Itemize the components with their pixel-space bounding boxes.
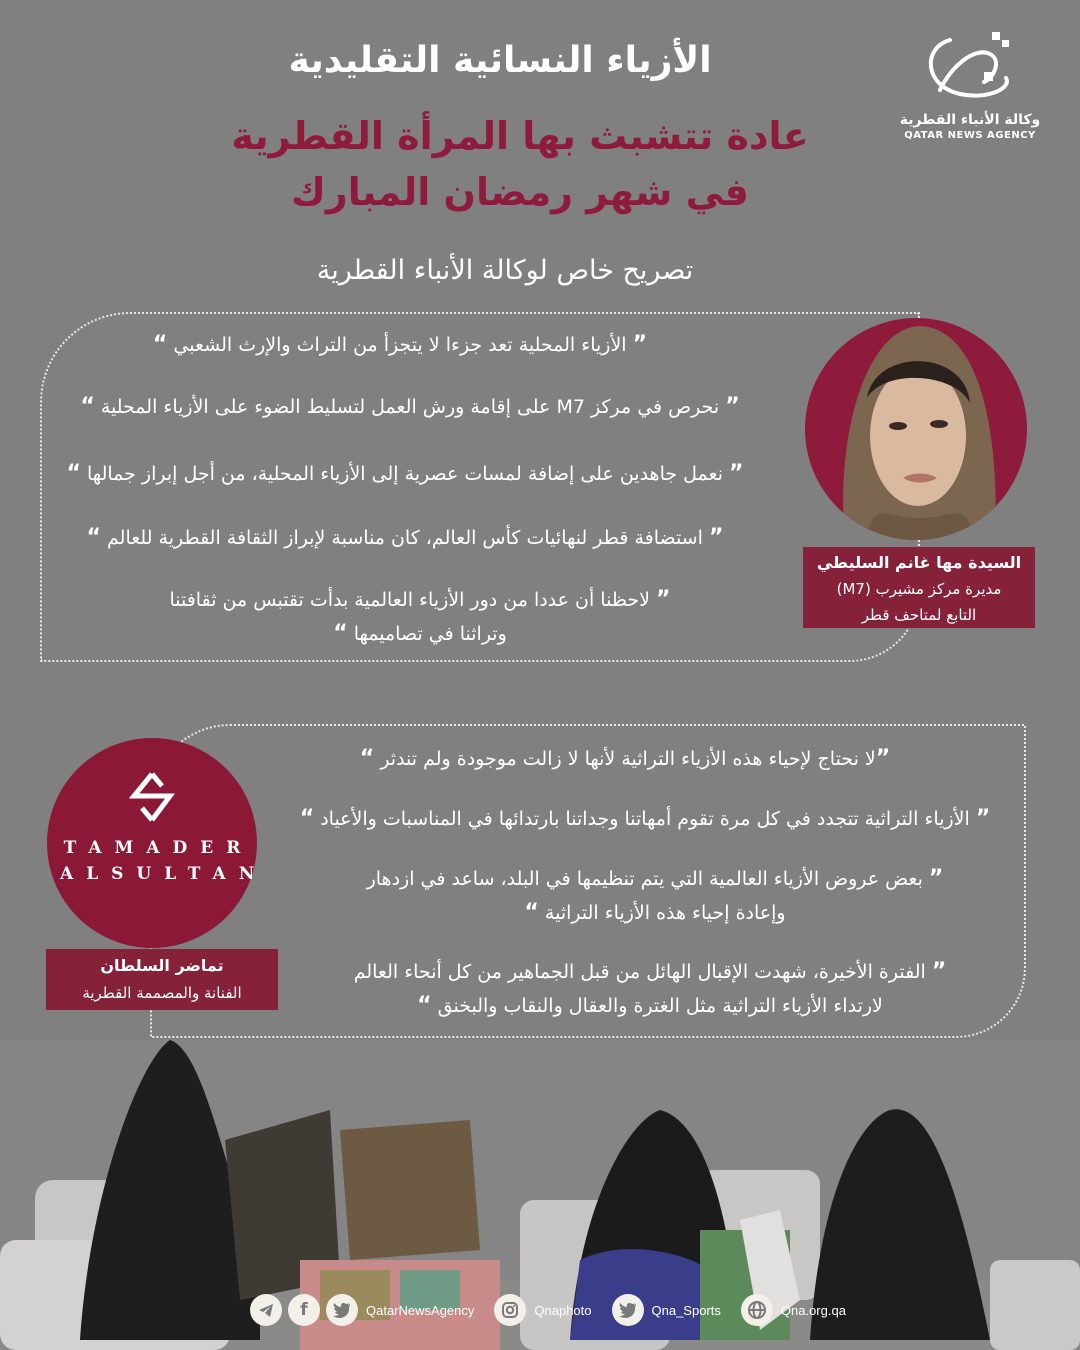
globe-icon[interactable] <box>741 1294 773 1326</box>
person2-name: تماضر السلطان <box>100 956 224 975</box>
quote-5: ” لاحظنا أن عددا من دور الأزياء العالمية بدأت تقتبس من ثقافتنا وتراثنا في تصاميمها “ <box>169 587 671 646</box>
quote-8: ” بعض عروض الأزياء العالمية التي يتم تنظيمها في البلد، ساعد في ازدهار وإعادة إحياء هذه الأزياء التراثية “ <box>366 866 944 925</box>
brand-line1: TAMADER <box>63 838 254 858</box>
person2-namebox <box>46 949 278 1010</box>
person1-namebox <box>803 547 1035 628</box>
twitter-icon[interactable] <box>612 1294 644 1326</box>
handle-instagram[interactable]: Qnaphoto <box>534 1302 592 1318</box>
portrait-image <box>805 318 1027 540</box>
website-link[interactable]: Qna.org.qa <box>780 1302 846 1318</box>
portrait-photo <box>805 318 1027 540</box>
person2-role: الفنانة والمصممة القطرية <box>82 984 242 1002</box>
subtitle: تصريح خاص لوكالة الأنباء القطرية <box>316 255 694 286</box>
logo-name-ar: وكالة الأنباء القطرية <box>899 112 1041 128</box>
qna-emblem-icon <box>910 28 1030 108</box>
telegram-icon[interactable] <box>250 1294 282 1326</box>
brand-mark-icon <box>120 770 184 830</box>
quote-6: ”لا نحتاج لإحياء هذه الأزياء التراثية لأنها لا زالت موجودة ولم تندثر “ <box>359 746 891 771</box>
quote-1: ” الأزياء المحلية تعد جزءا لا يتجزأ من التراث والإرث الشعبي “ <box>152 332 648 357</box>
qna-logo <box>895 28 1045 141</box>
headline <box>160 108 880 220</box>
headline-line1: عادة تتشبث بها المرأة القطرية <box>231 114 809 158</box>
tamader-alsultan-logo <box>47 738 268 948</box>
logo-name-en: QATAR NEWS AGENCY <box>904 130 1036 141</box>
handle-main[interactable]: QatarNewsAgency <box>366 1302 475 1318</box>
quote-9: ” الفترة الأخيرة، شهدت الإقبال الهائل من قبل الجماهير من كل أنحاء العالم لارتداء الأزياء التراثية مثل الغترة والعقال والنقاب والبخنق “ <box>353 959 947 1018</box>
twitter-icon[interactable] <box>326 1294 358 1326</box>
person1-role-1: مديرة مركز مشيرب (M7) <box>836 580 1002 598</box>
page-title: الأزياء النسائية التقليدية <box>288 40 712 81</box>
brand-line2: ALSULTAN <box>60 864 268 884</box>
quote-4: ” استضافة قطر لنهائيات كأس العالم، كان مناسبة لإبراز الثقافة القطرية للعالم “ <box>86 525 724 550</box>
quote-2: ” نحرص في مركز M7 على إقامة ورش العمل لتسليط الضوء على الأزياء المحلية “ <box>80 394 740 419</box>
social-bar <box>250 1293 860 1327</box>
headline-line2: في شهر رمضان المبارك <box>291 170 749 214</box>
person1-name: السيدة مها غانم السليطي <box>816 553 1022 572</box>
handle-sports[interactable]: Qna_Sports <box>651 1302 721 1318</box>
quote-3: ” نعمل جاهدين على إضافة لمسات عصرية إلى الأزياء المحلية، من أجل إبراز جمالها “ <box>66 461 744 486</box>
facebook-icon[interactable]: f <box>288 1294 320 1326</box>
instagram-icon[interactable] <box>494 1294 526 1326</box>
person1-role-2: التابع لمتاحف قطر <box>861 606 977 624</box>
quote-7: ” الأزياء التراثية تتجدد في كل مرة تقوم أمهاتنا وجداتنا بارتدائها في المناسبات والأعياد “ <box>299 806 991 831</box>
